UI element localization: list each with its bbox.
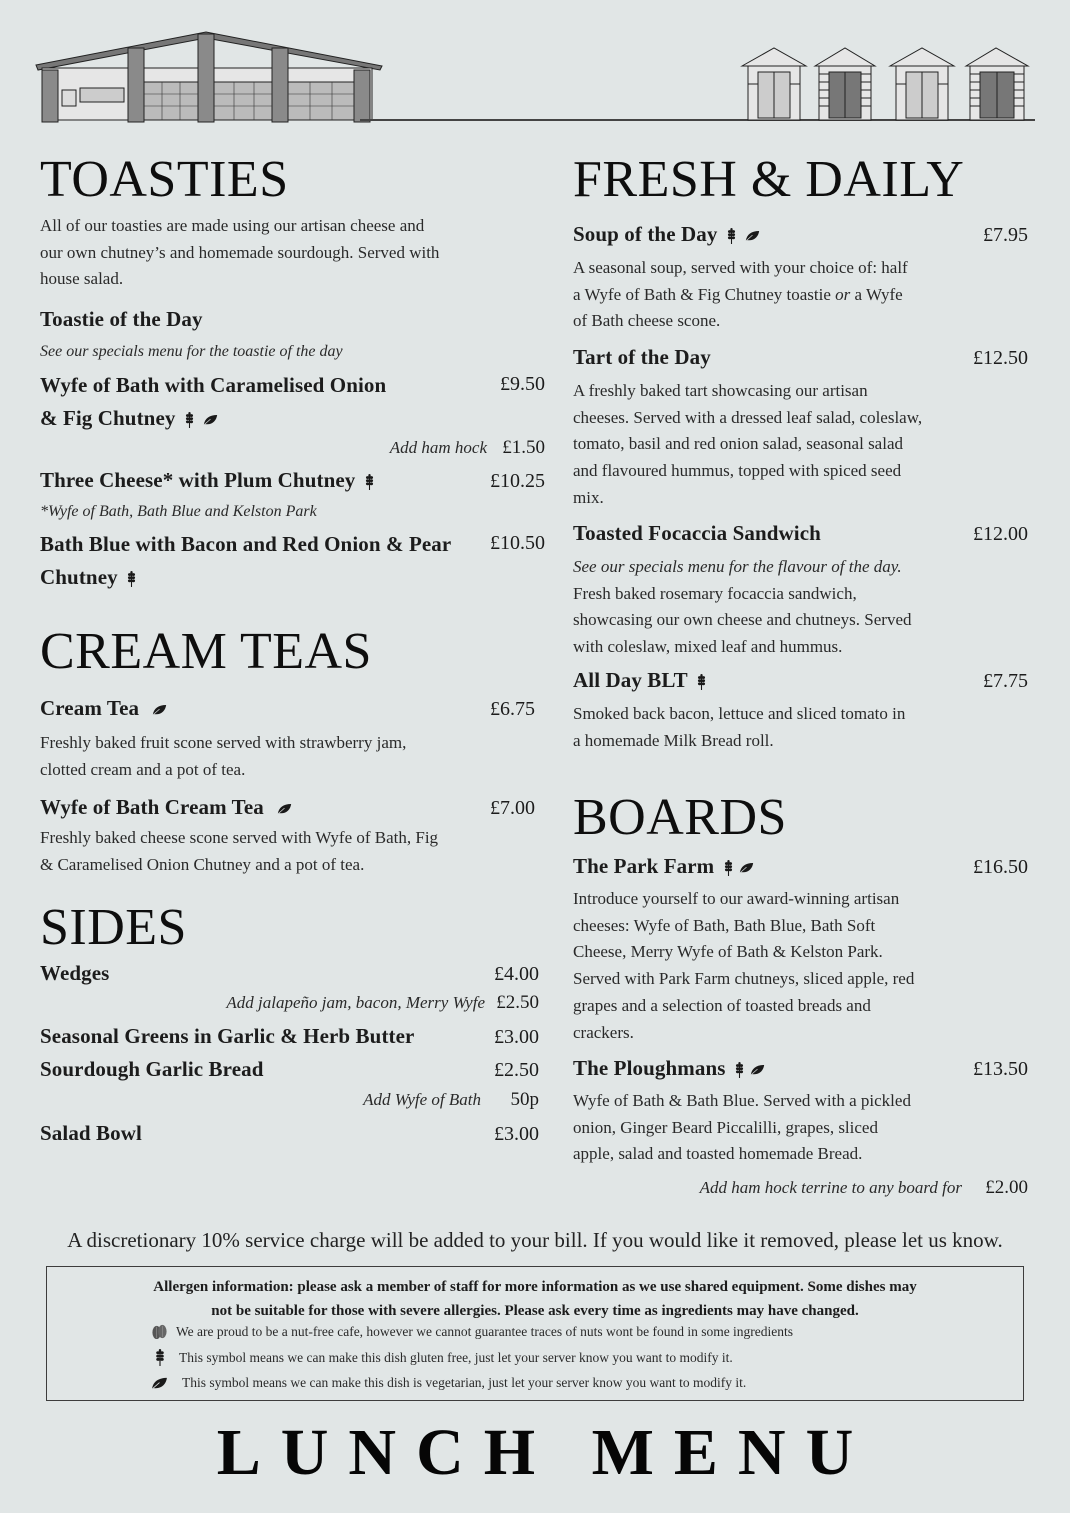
item-price: £2.50 <box>494 1059 539 1081</box>
item-price: £13.50 <box>973 1058 1028 1080</box>
legend-gluten-free <box>155 1349 733 1366</box>
item-price: £3.00 <box>494 1123 539 1145</box>
addon-price: £2.50 <box>496 992 539 1013</box>
addon-price: £1.50 <box>502 437 545 458</box>
section-title-fresh-daily: FRESH & DAILY <box>573 151 965 208</box>
vegetarian-icon <box>151 1377 168 1390</box>
desc-line: cheeses: Wyfe of Bath, Bath Blue, Bath Soft <box>573 915 876 935</box>
gluten-free-icon <box>724 860 733 876</box>
section-title-sides: SIDES <box>40 899 187 956</box>
item-name <box>573 664 706 697</box>
vegetarian-icon <box>152 704 167 716</box>
item-name <box>40 692 167 725</box>
beach-huts-illustration <box>740 44 1035 126</box>
item-name-line: Bath Blue with Bacon and Red Onion & Pear <box>40 532 452 556</box>
desc-emphasis: or <box>835 284 851 304</box>
gluten-free-icon <box>697 674 706 690</box>
menu-item-salad-bowl <box>40 1117 539 1150</box>
allergen-info-box <box>46 1266 1024 1401</box>
vegetarian-icon <box>750 1064 765 1076</box>
item-description <box>573 378 922 512</box>
vegetarian-icon <box>745 230 760 242</box>
desc-line: A seasonal soup, served with your choice of: half <box>573 258 908 277</box>
legend-text: This symbol means we can make this dish is vegetarian, just let your server know you want to modify it. <box>182 1375 747 1390</box>
menu-item-focaccia <box>573 517 1028 550</box>
desc-line: apple, salad and toasted homemade Bread. <box>573 1144 863 1164</box>
item-name <box>40 369 386 435</box>
menu-item-garlic-bread <box>40 1053 539 1086</box>
item-name: Toasted Focaccia Sandwich <box>573 521 821 545</box>
addon-label: Add Wyfe of Bath <box>363 1090 481 1109</box>
allergen-heading <box>47 1275 1023 1323</box>
item-price: £16.50 <box>973 856 1028 878</box>
item-note: See our specials menu for the toastie of the day <box>40 343 343 360</box>
item-name: Salad Bowl <box>40 1121 142 1145</box>
item-name-text: Three Cheese* with Plum Chutney <box>40 468 356 492</box>
addon-price: 50p <box>510 1089 539 1110</box>
desc-line: Freshly baked fruit scone served with strawberry jam, <box>40 733 407 752</box>
vegetarian-icon <box>203 414 218 426</box>
item-name: Tart of the Day <box>573 345 711 369</box>
section-title-boards: BOARDS <box>573 789 787 846</box>
item-name-text: The Park Farm <box>573 854 715 878</box>
gluten-free-icon <box>185 412 194 428</box>
addon-ham-hock <box>390 437 545 459</box>
item-note: *Wyfe of Bath, Bath Blue and Kelston Park <box>40 503 317 520</box>
menu-item-ploughmans <box>573 1052 1028 1085</box>
desc-line: crackers. <box>573 1022 634 1042</box>
desc-line: and flavoured hummus, topped with spiced seed <box>573 461 902 481</box>
menu-title: LUNCH MENU <box>216 1416 874 1489</box>
item-price: £10.25 <box>490 470 545 492</box>
item-price: £10.50 <box>490 532 545 554</box>
item-price: £12.00 <box>973 523 1028 545</box>
desc-line: with coleslaw, mixed leaf and hummus. <box>573 637 843 657</box>
legend-text: We are proud to be a nut-free cafe, however we cannot guarantee traces of nuts wont be found in some ingredients <box>176 1323 794 1339</box>
addon-wedges <box>226 992 539 1014</box>
menu-item-wyfe-cream-tea <box>40 791 535 824</box>
desc-line: & Caramelised Onion Chutney and a pot of tea. <box>40 854 365 874</box>
item-description <box>573 701 905 754</box>
desc-line: Wyfe of Bath & Bath Blue. Served with a pickled <box>573 1091 911 1110</box>
menu-item-wedges <box>40 957 539 990</box>
menu-item-tart <box>573 341 1028 374</box>
desc-line: grapes and a selection of toasted breads and <box>573 995 871 1015</box>
menu-item-wyfe-of-bath-caramelised <box>40 369 545 435</box>
desc-line: Introduce yourself to our award-winning artisan <box>573 889 900 908</box>
menu-item-bath-blue-bacon <box>40 528 545 594</box>
desc-line: showcasing our own cheese and chutneys. Served <box>573 610 912 630</box>
item-price: £12.50 <box>973 347 1028 369</box>
item-price: £7.95 <box>983 224 1028 246</box>
vegetarian-icon <box>277 803 292 815</box>
desc-line: Served with Park Farm chutneys, sliced apple, red <box>573 969 915 989</box>
item-price: £7.75 <box>983 670 1028 692</box>
addon-garlic-bread <box>363 1089 539 1111</box>
item-description <box>573 1088 911 1168</box>
item-name-text: All Day BLT <box>573 668 688 692</box>
item-name <box>573 1052 765 1085</box>
menu-item-seasonal-greens <box>40 1020 539 1053</box>
item-description <box>40 825 438 878</box>
menu-item-three-cheese <box>40 464 545 497</box>
item-price: £6.75 <box>490 698 535 720</box>
desc-line: Cheese, Merry Wyfe of Bath & Kelston Park. <box>573 942 883 962</box>
desc-line: mix. <box>573 487 604 507</box>
item-name <box>40 464 374 497</box>
gluten-free-icon <box>735 1062 744 1078</box>
addon-ham-hock-terrine <box>700 1177 1028 1199</box>
menu-item-soup <box>573 218 1028 251</box>
menu-item-toastie-of-the-day <box>40 303 545 336</box>
gluten-free-icon <box>365 474 374 490</box>
item-name: Wedges <box>40 961 110 985</box>
intro-line: our own chutney’s and homemade sourdough. Served with <box>40 242 440 262</box>
vegetarian-icon <box>739 862 754 874</box>
item-description <box>573 886 914 1046</box>
item-price: £4.00 <box>494 963 539 985</box>
barn-building-illustration <box>34 30 384 125</box>
item-name-text: The Ploughmans <box>573 1056 726 1080</box>
section-title-toasties: TOASTIES <box>40 151 289 208</box>
item-name: Toastie of the Day <box>40 307 203 331</box>
desc-text: a Wyfe of Bath & Fig Chutney toastie <box>573 284 831 304</box>
item-price: £7.00 <box>490 797 535 819</box>
desc-line: Smoked back bacon, lettuce and sliced tomato in <box>573 704 906 723</box>
gluten-free-icon <box>155 1349 165 1366</box>
item-note: See our specials menu for the flavour of the day. <box>573 557 902 576</box>
addon-label: Add jalapeño jam, bacon, Merry Wyfe <box>226 993 485 1012</box>
allergen-heading-line: Allergen information: please ask a member of staff for more information as we use shared equipment. Some dishes may <box>153 1279 917 1295</box>
item-price: £3.00 <box>494 1026 539 1048</box>
legend-nut-free <box>151 1323 793 1340</box>
legend-vegetarian <box>151 1375 746 1391</box>
item-name <box>573 850 754 883</box>
desc-line: Fresh baked rosemary focaccia sandwich, <box>573 583 857 603</box>
addon-price: £2.00 <box>985 1177 1028 1198</box>
menu-item-park-farm <box>573 850 1028 883</box>
desc-line: onion, Ginger Beard Piccalilli, grapes, sliced <box>573 1117 878 1137</box>
desc-line: cheeses. Served with a dressed leaf salad, coleslaw, <box>573 407 923 427</box>
desc-text: a Wyfe <box>854 284 903 304</box>
allergen-heading-line: not be suitable for those with severe allergies. Please ask every time as ingredients may have changed. <box>211 1303 859 1319</box>
gluten-free-icon <box>127 571 136 587</box>
desc-line: tomato, basil and red onion salad, seasonal salad <box>573 434 903 454</box>
menu-item-cream-tea <box>40 692 535 725</box>
desc-line: a homemade Milk Bread roll. <box>573 730 774 750</box>
item-name: Seasonal Greens in Garlic & Herb Butter <box>40 1024 415 1048</box>
item-description <box>573 255 908 335</box>
desc-line <box>573 282 908 309</box>
item-price: £9.50 <box>500 373 545 395</box>
desc-line: Freshly baked cheese scone served with Wyfe of Bath, Fig <box>40 828 439 847</box>
addon-label: Add ham hock <box>389 438 487 457</box>
desc-line: A freshly baked tart showcasing our artisan <box>573 381 868 400</box>
menu-item-blt <box>573 664 1028 697</box>
intro-line: house salad. <box>40 269 124 289</box>
item-name-text: Cream Tea <box>40 696 140 720</box>
intro-line: All of our toasties are made using our artisan cheese and <box>40 216 425 235</box>
item-name: Sourdough Garlic Bread <box>40 1057 264 1081</box>
service-charge-note: A discretionary 10% service charge will be added to your bill. If you would like it removed, please let us know. <box>67 1228 1003 1252</box>
item-description <box>573 554 912 661</box>
item-name-line: Chutney <box>40 565 118 589</box>
toasties-intro <box>40 213 520 293</box>
gluten-free-icon <box>727 228 736 244</box>
item-name <box>573 218 760 251</box>
legend-text: This symbol means we can make this dish gluten free, just let your server know you want to modify it. <box>179 1349 733 1365</box>
item-name <box>40 528 451 594</box>
section-title-cream-teas: CREAM TEAS <box>40 623 372 680</box>
desc-line: clotted cream and a pot of tea. <box>40 759 246 779</box>
item-description <box>40 730 406 783</box>
item-name-line: Wyfe of Bath with Caramelised Onion <box>40 373 387 397</box>
item-name-text: Wyfe of Bath Cream Tea <box>40 795 264 819</box>
item-name-line: & Fig Chutney <box>40 406 176 430</box>
desc-line: of Bath cheese scone. <box>573 311 721 331</box>
item-name <box>40 791 292 824</box>
item-name-text: Soup of the Day <box>573 222 718 246</box>
addon-label: Add ham hock terrine to any board for <box>699 1178 962 1197</box>
header-illustrations <box>0 0 1070 130</box>
nut-icon <box>151 1323 168 1340</box>
